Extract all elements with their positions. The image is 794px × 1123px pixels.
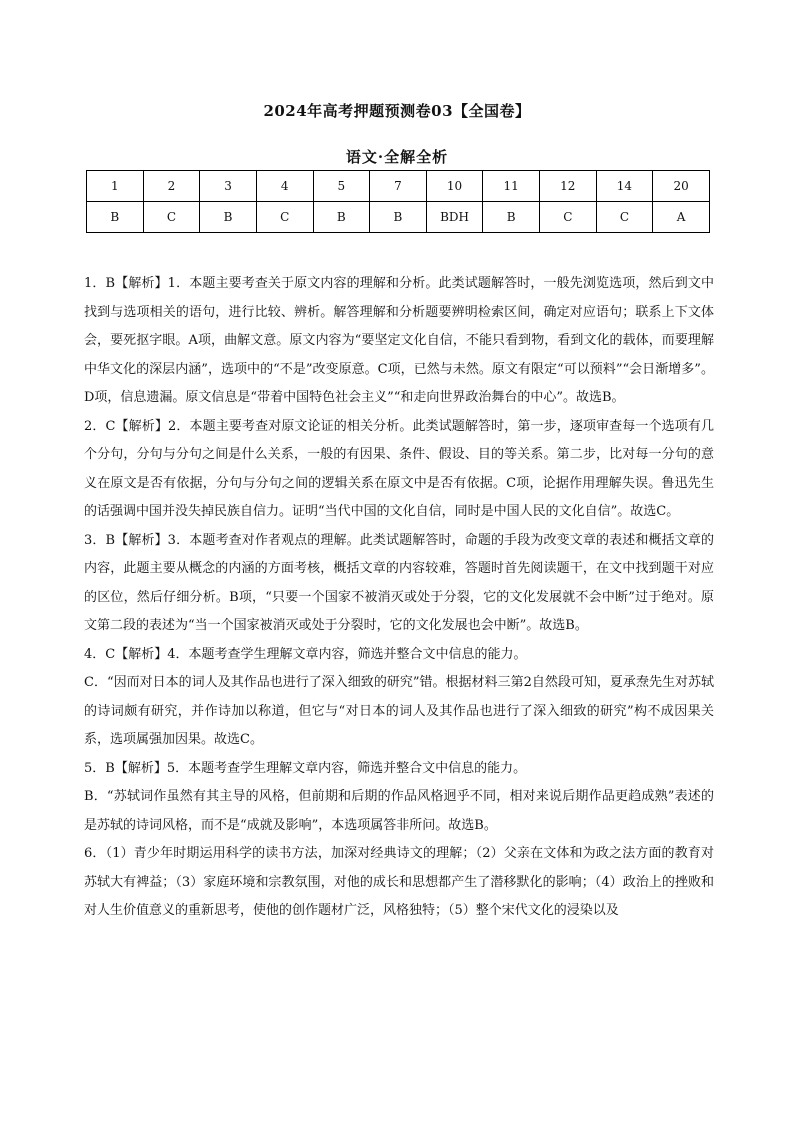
answer-cell: B xyxy=(313,202,370,233)
question-number-cell: 20 xyxy=(653,171,710,202)
answer-cell: C xyxy=(256,202,313,233)
answer-cell: B xyxy=(87,202,144,233)
answer-table-answer-row xyxy=(87,202,710,233)
question-number-cell: 5 xyxy=(313,171,370,202)
question-number-cell: 3 xyxy=(200,171,257,202)
explanation-paragraph: 2．C【解析】2．本题主要考查对原文论证的相关分析。此类试题解答时，第一步，逐项审查每一个选项有几个分句，分句与分句之间是什么关系，一般的有因果、条件、假设、目的等关系。第二步，比对每一分句的意义在原文是否有依据，分句与分句之间的逻辑关系在原文中是否有依据。C项，论据作用理解失误。鲁迅先生的话强调中国并没失掉民族自信力。证明“当代中国的文化自信，同时是中国人民的文化自信”。故选C。 xyxy=(84,418,714,519)
answer-cell: C xyxy=(540,202,597,233)
question-number-cell: 7 xyxy=(370,171,427,202)
explanation-paragraph: 5．B【解析】5．本题考查学生理解文章内容，筛选并整合文中信息的能力。 xyxy=(84,760,527,776)
answer-cell: A xyxy=(653,202,710,233)
explanation-paragraph: C．“因而对日本的词人及其作品也进行了深入细致的研究”错。根据材料三第2自然段可知，夏承焘先生对苏轼的诗词颇有研究，并作诗加以称道，但它与“对日本的词人及其作品也进行了深入细致的研究”构不成因果关系，选项属强加因果。故选C。 xyxy=(84,675,714,747)
answer-table xyxy=(86,170,710,233)
answer-cell: B xyxy=(483,202,540,233)
answer-cell: B xyxy=(200,202,257,233)
page-title: 2024年高考押题预测卷03【全国卷】 xyxy=(263,102,531,120)
answer-cell: C xyxy=(143,202,200,233)
question-number-cell: 1 xyxy=(87,171,144,202)
question-number-cell: 4 xyxy=(256,171,313,202)
answer-table-question-row xyxy=(87,171,710,202)
question-number-cell: 11 xyxy=(483,171,540,202)
explanation-paragraph: 4．C【解析】4．本题考查学生理解文章内容，筛选并整合文中信息的能力。 xyxy=(84,646,527,662)
answer-cell: B xyxy=(370,202,427,233)
answer-cell: C xyxy=(596,202,653,233)
explanation-paragraph: 3．B【解析】3．本题考查对作者观点的理解。此类试题解答时，命题的手段为改变文章的表述和概括文章的内容，此题主要从概念的内涵的方面考核，概括文章的内容较难，答题时首先阅读题干，在文中找到题干对应的区位，然后仔细分析。B项，“只要一个国家不被消灭或处于分裂，它的文化发展就不会中断”过于绝对。原文第二段的表述为“当一个国家被消灭或处于分裂时，它的文化发展也会中断”。故选B。 xyxy=(84,532,714,633)
page-subtitle: 语文·全解全析 xyxy=(345,148,449,166)
explanations-body xyxy=(84,270,714,926)
explanation-paragraph: 6．（1）青少年时期运用科学的读书方法，加深对经典诗文的理解；（2）父亲在文体和为政之法方面的教育对苏轼大有裨益；（3）家庭环境和宗教氛围，对他的成长和思想都产生了潜移默化的影响；（4）政治上的挫败和对人生价值意义的重新思考，使他的创作题材广泛，风格独特；（5）整个宋代文化的浸染以及 xyxy=(84,846,714,918)
question-number-cell: 2 xyxy=(143,171,200,202)
question-number-cell: 10 xyxy=(426,171,483,202)
answer-cell: BDH xyxy=(426,202,483,233)
question-number-cell: 12 xyxy=(540,171,597,202)
explanation-paragraph: B．“苏轼词作虽然有其主导的风格，但前期和后期的作品风格迥乎不同，相对来说后期作品更趋成熟”表述的是苏轼的诗词风格，而不是“成就及影响”，本选项属答非所问。故选B。 xyxy=(84,789,714,833)
explanation-paragraph: 1．B【解析】1．本题主要考查关于原文内容的理解和分析。此类试题解答时，一般先浏览选项，然后到文中找到与选项相关的语句，进行比较、辨析。解答理解和分析题要辨明检索区间，确定对应语句；联系上下文体会，要死抠字眼。A项，曲解文意。原文内容为“要坚定文化自信，不能只看到物，看到文化的载体，而要理解中华文化的深层内涵”，选项中的“不是”改变原意。C项，已然与未然。原文有限定“可以预料”“会日渐增多”。D项，信息遗漏。原文信息是“带着中国特色社会主义”“和走向世界政治舞台的中心”。故选B。 xyxy=(84,276,714,405)
question-number-cell: 14 xyxy=(596,171,653,202)
